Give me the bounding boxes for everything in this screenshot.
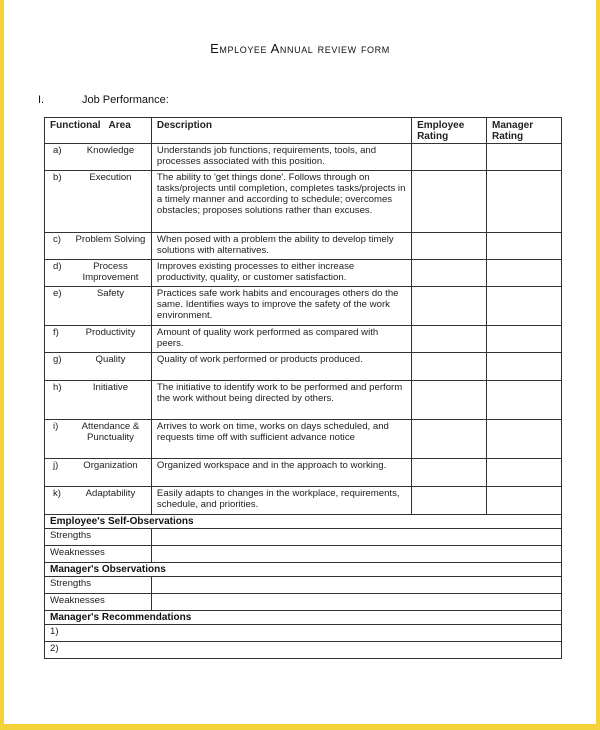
row-letter: e) [53,288,62,299]
form-title: Employee Annual review form [210,41,390,56]
employee-rating-cell[interactable] [412,260,487,287]
row-area: Knowledge [86,145,135,156]
row-letter: i) [53,421,59,432]
row-area: Safety [96,288,125,299]
self-weaknesses-label: Weaknesses [45,546,152,563]
description-cell: The initiative to identify work to be performed and perform the work without being directed by others. [151,381,411,420]
manager-observations-heading-row [45,563,562,577]
manager-strengths-field[interactable] [151,577,561,594]
header-description: Description [151,118,411,144]
functional-area-cell [45,326,152,353]
row-area: Process Improvement [82,261,139,283]
recommendations-heading: Manager's Recommendations [45,611,562,625]
manager-rating-cell[interactable] [487,381,562,420]
description-cell: Easily adapts to changes in the workplace, requirements, schedule, and priorities. [151,487,411,515]
row-letter: a) [53,145,62,156]
manager-rating-cell[interactable] [487,353,562,381]
functional-area-cell [45,353,152,381]
manager-rating-cell[interactable] [487,287,562,326]
header-manager-rating: Manager Rating [487,118,562,144]
employee-rating-cell[interactable] [412,171,487,233]
row-letter: d) [53,261,62,272]
employee-rating-cell[interactable] [412,487,487,515]
row-letter: c) [53,234,61,245]
self-strengths-field[interactable] [151,529,561,546]
recommendation-item[interactable]: 2) [45,642,562,659]
functional-area-cell [45,233,152,260]
manager-strengths-row [45,577,562,594]
manager-rating-cell[interactable] [487,420,562,459]
manager-rating-cell[interactable] [487,144,562,171]
employee-rating-cell[interactable] [412,459,487,487]
recommendation-row [45,625,562,642]
functional-area-cell [45,260,152,287]
self-weaknesses-field[interactable] [151,546,561,563]
table-row [45,171,562,233]
header-functional-area: Functional Area [45,118,152,144]
table-row [45,487,562,515]
description-cell: Organized workspace and in the approach to working. [151,459,411,487]
row-area: Execution [89,172,132,183]
table-row [45,353,562,381]
description-cell: Improves existing processes to either increase productivity, quality, or customer satisfaction. [151,260,411,287]
employee-rating-cell[interactable] [412,326,487,353]
row-area: Problem Solving [75,234,146,245]
table-row [45,233,562,260]
description-cell: Amount of quality work performed as compared with peers. [151,326,411,353]
functional-area-cell [45,487,152,515]
manager-rating-cell[interactable] [487,233,562,260]
employee-rating-cell[interactable] [412,353,487,381]
self-strengths-label: Strengths [45,529,152,546]
row-area: Initiative [92,382,129,393]
row-letter: h) [53,382,62,393]
row-area: Productivity [85,327,136,338]
table-row [45,144,562,171]
table-row [45,326,562,353]
manager-observations-heading: Manager's Observations [45,563,562,577]
table-row [45,459,562,487]
employee-rating-cell[interactable] [412,420,487,459]
row-area: Adaptability [85,488,136,499]
table-header-row [45,118,562,144]
recommendations-heading-row [45,611,562,625]
header-employee-rating: Employee Rating [412,118,487,144]
description-cell: Arrives to work on time, works on days scheduled, and requests time off with sufficient advance notice [151,420,411,459]
employee-rating-cell[interactable] [412,144,487,171]
functional-area-cell [45,171,152,233]
manager-rating-cell[interactable] [487,326,562,353]
performance-table [44,117,562,659]
self-observations-heading: Employee's Self-Observations [45,515,562,529]
review-form-page [4,0,596,724]
row-letter: b) [53,172,62,183]
row-area: Attendance & Punctuality [81,421,140,443]
employee-rating-cell[interactable] [412,287,487,326]
employee-rating-cell[interactable] [412,381,487,420]
functional-area-cell [45,420,152,459]
row-letter: f) [53,327,59,338]
manager-weaknesses-field[interactable] [151,594,561,611]
self-strengths-row [45,529,562,546]
employee-rating-cell[interactable] [412,233,487,260]
row-letter: j) [53,460,59,471]
description-cell: Quality of work performed or products produced. [151,353,411,381]
table-row [45,287,562,326]
manager-strengths-label: Strengths [45,577,152,594]
recommendation-item[interactable]: 1) [45,625,562,642]
description-cell: When posed with a problem the ability to develop timely solutions with alternatives. [151,233,411,260]
manager-rating-cell[interactable] [487,459,562,487]
table-row [45,260,562,287]
self-observations-heading-row [45,515,562,529]
functional-area-cell [45,144,152,171]
row-letter: k) [53,488,61,499]
description-cell: Practices safe work habits and encourages others do the same. Identifies ways to improve the safety of the work environment. [151,287,411,326]
row-area: Organization [83,460,138,471]
row-area: Quality [95,354,126,365]
row-letter: g) [53,354,62,365]
manager-rating-cell[interactable] [487,260,562,287]
functional-area-cell [45,381,152,420]
section-heading [38,94,169,106]
functional-area-cell [45,459,152,487]
table-row [45,381,562,420]
self-weaknesses-row [45,546,562,563]
manager-rating-cell[interactable] [487,171,562,233]
description-cell: Understands job functions, requirements, tools, and processes associated with this position. [151,144,411,171]
section-number: I. [38,94,45,106]
manager-rating-cell[interactable] [487,487,562,515]
section-label: Job Performance: [82,94,169,106]
manager-weaknesses-row [45,594,562,611]
manager-weaknesses-label: Weaknesses [45,594,152,611]
description-cell: The ability to 'get things done'. Follows through on tasks/projects until completion, completes tasks/projects in a timely manner and according to schedule; overcomes obstacles; proposes solutions rather than excuses. [151,171,411,233]
functional-area-cell [45,287,152,326]
recommendation-row [45,642,562,659]
table-row [45,420,562,459]
